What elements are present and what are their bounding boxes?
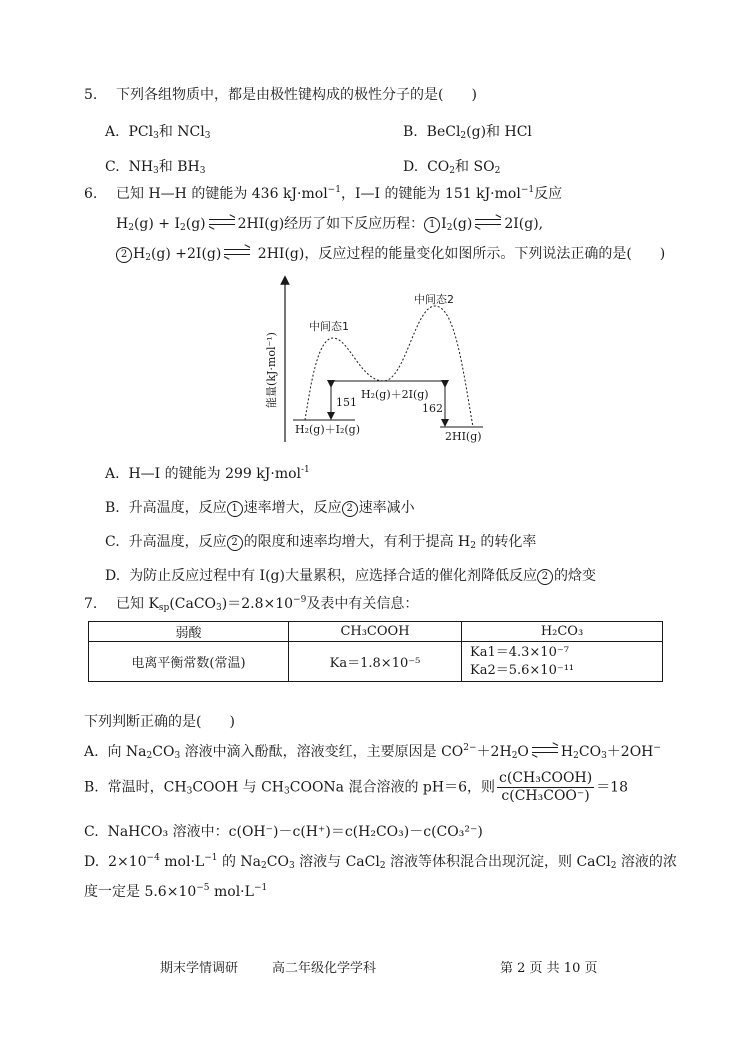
- mid-label: H₂(g)＋2I(g): [361, 388, 429, 401]
- subscript: 3: [284, 786, 290, 797]
- stem-text: 及表中有关信息：: [306, 596, 419, 612]
- footer-page-number: 第 2 页 共 10 页: [500, 961, 598, 976]
- q7-option-d-line2: [84, 881, 267, 901]
- option-text: 溶液中滴入酚酞，溶液变红，主要原因是 CO: [180, 744, 464, 760]
- stem-text: (CaCO: [169, 596, 217, 612]
- subscript: 2: [180, 223, 186, 233]
- footer-exam-name: 期末学情调研: [160, 961, 239, 976]
- q7-option-d: [84, 851, 677, 871]
- reactant-label: H₂(g)＋I₂(g): [295, 423, 361, 436]
- ts2-label: 中间态2: [414, 293, 454, 306]
- subscript: 3: [199, 166, 206, 176]
- circled-number-icon: 1: [424, 217, 440, 233]
- table-header-row: [89, 622, 663, 642]
- option-text: 溶液等体积混合出现沉淀，则 CaCl: [385, 854, 611, 870]
- option-text: PCl: [128, 124, 154, 140]
- table-header-cell: CH₃COOH: [289, 622, 462, 642]
- option-text: BeCl: [426, 124, 461, 140]
- table-header-cell: H₂CO₃: [462, 622, 663, 642]
- option-letter: B.: [403, 124, 418, 140]
- option-text: NaHCO₃ 溶液中：c(OH⁻)－c(H⁺)＝c(H₂CO₃)－c(CO₃²⁻): [107, 824, 483, 840]
- option-text: mol·L: [209, 884, 254, 900]
- option-text: 的转化率: [475, 534, 537, 550]
- stem-text: 2I(g),: [504, 216, 544, 232]
- stem-text: I: [441, 216, 447, 232]
- y-axis-label: 能量(kJ·mol⁻¹): [265, 332, 278, 408]
- question-number: 7.: [84, 596, 98, 612]
- stem-text: (g) +2I(g): [150, 246, 222, 262]
- q6-option-a: [105, 463, 310, 483]
- option-text: 升高温度，反应: [128, 534, 227, 550]
- circled-number-icon: 2: [342, 501, 358, 517]
- subscript: 2: [146, 751, 153, 761]
- q6-stem-line1: [84, 183, 562, 203]
- option-text: CO: [152, 744, 175, 760]
- superscript: −: [653, 743, 661, 753]
- option-text: mol·L: [159, 854, 205, 870]
- stem-text: ，I—I 的键能为 151 kJ·mol: [340, 186, 521, 202]
- option-letter: A.: [84, 744, 99, 760]
- subscript: 3: [153, 131, 159, 141]
- option-letter: B.: [84, 779, 99, 796]
- superscript: -1: [301, 465, 310, 475]
- option-text: ＝18: [596, 779, 629, 796]
- equilibrium-arrow-icon: [224, 247, 250, 257]
- stem-text: H: [133, 246, 146, 262]
- circled-number-icon: 2: [227, 535, 243, 551]
- footer-subject: 高二年级化学学科: [272, 961, 377, 976]
- equilibrium-arrow-icon: [475, 217, 501, 227]
- stem-text: (g): [185, 216, 206, 232]
- stem-text: 2HI(g)，反应过程的能量变化如图所示。下列说法正确的是( ): [257, 246, 666, 262]
- option-letter: D.: [403, 159, 419, 175]
- product-label: 2HI(g): [445, 430, 482, 443]
- subscript: 3: [601, 751, 607, 761]
- option-text: 和 BH: [158, 159, 200, 175]
- option-letter: C.: [84, 824, 99, 840]
- superscript: 2−: [463, 743, 477, 753]
- q5-option-d: [403, 156, 500, 176]
- subscript: 2: [379, 861, 386, 871]
- option-text: 和 NCl: [158, 124, 205, 140]
- circled-number-icon: 2: [537, 569, 553, 585]
- circled-number-icon: 1: [227, 501, 243, 517]
- stem-text: 反应: [534, 186, 563, 202]
- value-151: 151: [336, 396, 357, 409]
- subscript: 2: [610, 861, 617, 871]
- option-text: CO: [578, 744, 602, 760]
- superscript: −5: [196, 883, 210, 893]
- subscript: 2: [128, 223, 134, 233]
- option-text: 升高温度，反应: [128, 500, 227, 516]
- option-text: 速率增大，反应: [243, 500, 342, 516]
- option-text: ＋2H: [476, 744, 512, 760]
- q6-option-b: [105, 497, 415, 517]
- circled-number-icon: 2: [116, 247, 132, 263]
- superscript: −4: [146, 853, 160, 863]
- option-text: (g)和 HCl: [466, 124, 532, 140]
- question-number: 5.: [84, 87, 98, 103]
- q7-option-a: [84, 741, 661, 761]
- fraction-numerator: c(CH₃COOH): [499, 770, 593, 786]
- value-162: 162: [422, 402, 443, 415]
- subscript: 3: [216, 603, 222, 613]
- q7-option-c: [84, 821, 483, 841]
- table-cell: Ka＝1.8×10⁻⁵: [289, 642, 462, 682]
- q6-option-d: [105, 565, 596, 585]
- option-letter: C.: [105, 534, 120, 550]
- q5-option-c: [105, 156, 205, 176]
- q7-option-b: [84, 770, 628, 805]
- option-letter: A.: [105, 466, 120, 482]
- option-text: 的 Na: [217, 854, 261, 870]
- option-text: 为防止反应过程中有 I(g)大量累积，应选择合适的催化剂降低反应: [129, 568, 537, 584]
- superscript: −1: [253, 883, 268, 893]
- subscript: 3: [153, 166, 159, 176]
- superscript: −1: [327, 185, 341, 195]
- stem-text: (g) + I: [133, 216, 180, 232]
- option-text: COONa 混合溶液的 pH＝6，则: [289, 779, 495, 796]
- subscript: 2: [573, 751, 579, 761]
- option-letter: B.: [105, 500, 120, 516]
- option-letter: A.: [105, 124, 120, 140]
- fraction: [497, 770, 594, 805]
- q5-option-a: [105, 121, 210, 141]
- option-text: 的焓变: [553, 568, 596, 584]
- subscript: 2: [261, 861, 267, 871]
- subscript: 2: [511, 751, 518, 761]
- ionization-constant-table: [88, 621, 663, 682]
- table-cell: [462, 642, 663, 682]
- table-cell: 电离平衡常数(常温): [89, 642, 289, 682]
- option-text: 的限度和速率均增大，有利于提高 H: [243, 534, 471, 550]
- subscript: 3: [186, 786, 193, 797]
- superscript: −1: [204, 853, 218, 863]
- option-text: 速率减小: [358, 500, 415, 516]
- option-text: NH: [128, 159, 154, 175]
- option-text: H: [560, 744, 574, 760]
- option-text: 向 Na: [107, 744, 147, 760]
- option-letter: C.: [105, 159, 120, 175]
- stem-text: )＝2.8×10: [221, 596, 294, 612]
- ts1-label: 中间态1: [309, 320, 349, 333]
- stem-text: H: [116, 216, 129, 232]
- subscript: 3: [174, 751, 181, 761]
- option-text: 度一定是 5.6×10: [84, 884, 197, 900]
- option-text: COOH 与 CH: [192, 779, 285, 796]
- option-letter: D.: [84, 854, 100, 870]
- q6-stem-line3: [116, 243, 665, 263]
- option-text: 溶液的浓: [616, 854, 677, 870]
- option-text: CO: [266, 854, 289, 870]
- stem-text: (g): [452, 216, 473, 232]
- subscript: 3: [204, 131, 211, 141]
- question-number: 6.: [84, 186, 98, 202]
- equilibrium-arrow-icon: [209, 217, 235, 227]
- stem-text: 已知 K: [116, 596, 159, 612]
- stem-text: 2HI(g)经历了如下反应历程：: [237, 216, 425, 232]
- option-text: H—I 的键能为 299 kJ·mol: [128, 466, 302, 482]
- subscript: sp: [158, 603, 170, 613]
- option-letter: D.: [105, 568, 121, 584]
- option-text: CO: [427, 159, 450, 175]
- stem-text: 已知 H—H 的键能为 436 kJ·mol: [116, 186, 328, 202]
- energy-diagram: [255, 270, 495, 450]
- superscript: −1: [520, 185, 535, 195]
- subscript: 3: [288, 861, 295, 871]
- fraction-denominator: c(CH₃COO⁻): [501, 788, 590, 804]
- option-text: 和 SO: [455, 159, 495, 175]
- option-text: 常温时，CH: [107, 779, 187, 796]
- superscript: −9: [293, 595, 307, 605]
- q5-stem: [84, 84, 477, 104]
- q7-ask: 下列判断正确的是( ): [84, 714, 235, 730]
- subscript: 2: [470, 541, 476, 551]
- q7-stem: [84, 593, 418, 613]
- option-text: ＋2OH: [606, 744, 654, 760]
- table-row: [89, 642, 663, 682]
- subscript: 2: [494, 166, 501, 176]
- q6-stem-line2: [116, 213, 543, 233]
- ka2-value: Ka2＝5.6×10⁻¹¹: [470, 662, 575, 678]
- equilibrium-arrow-icon: [532, 745, 558, 755]
- subscript: 2: [446, 223, 453, 233]
- subscript: 2: [460, 131, 467, 141]
- subscript: 2: [145, 253, 151, 263]
- option-text: 溶液与 CaCl: [294, 854, 380, 870]
- question-text: 下列各组物质中，都是由极性键构成的极性分子的是( ): [116, 87, 477, 103]
- table-header-cell: 弱酸: [89, 622, 289, 642]
- q6-option-c: [105, 531, 536, 551]
- option-text: 2×10: [108, 854, 147, 870]
- option-text: O: [517, 744, 529, 760]
- subscript: 2: [449, 166, 456, 176]
- q5-option-b: [403, 121, 532, 141]
- ka1-value: Ka1＝4.3×10⁻⁷: [470, 644, 569, 660]
